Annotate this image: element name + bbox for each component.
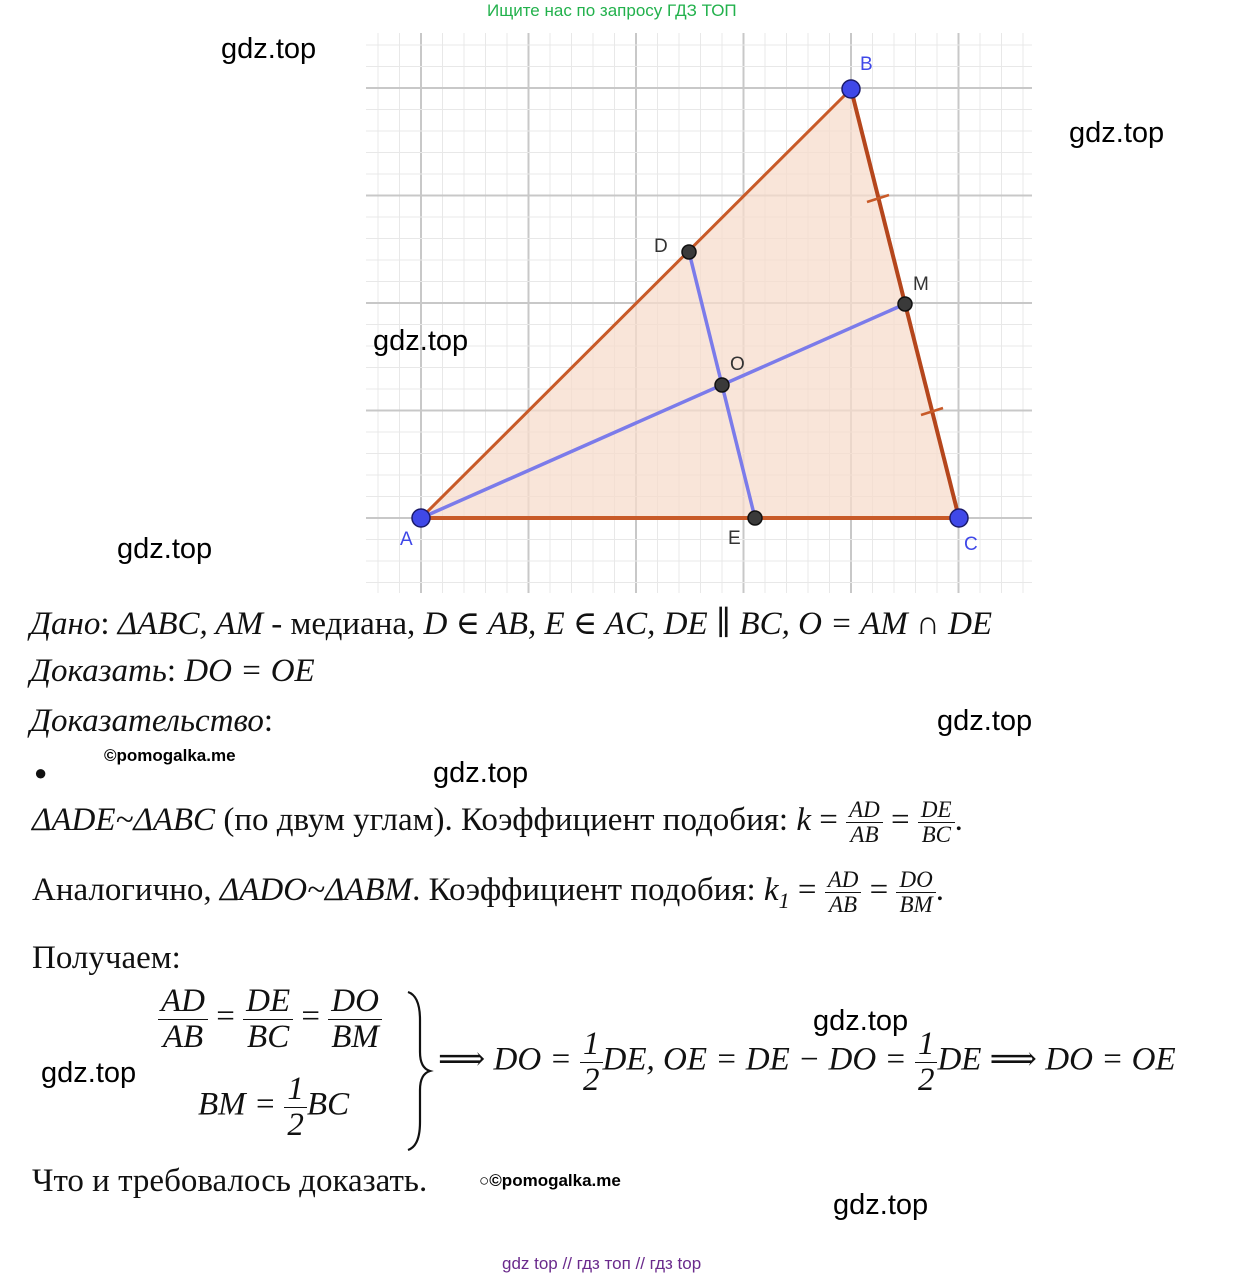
similarity-ade-abc: ΔADE~ΔABC (32, 802, 216, 839)
watermark-gdz-4: gdz.top (117, 533, 213, 565)
frac-de-bc-2: $\frac{DE}{BC}$ (243, 984, 293, 1054)
label-m: M (913, 274, 929, 295)
point-a (412, 509, 430, 527)
coef-k1-subscript: 1 (778, 887, 790, 913)
top-search-link[interactable]: Ищите нас по запросу ГДЗ ТОП (487, 1, 737, 20)
system-brace (404, 990, 434, 1152)
system-line-2 (198, 1072, 349, 1142)
frac-ad-ab-2: $\frac{AD}{AB}$ (825, 868, 862, 917)
point-e (748, 511, 762, 525)
point-d (682, 245, 696, 259)
frac-ad-ab-3: $\frac{AD}{AB}$ (158, 984, 208, 1054)
given-line: Дано: ΔABC, AM - медиана, D ∈ AB, E ∈ AC, DE ∥ BC, O = AM ∩ DE (30, 606, 993, 642)
conclusion-part-c: DE ⟹ DO = OE (937, 1041, 1176, 1078)
label-e: E (728, 528, 741, 549)
watermark-gdz-6: gdz.top (433, 757, 529, 789)
coef-k: k (796, 802, 811, 839)
label-c: C (964, 534, 978, 555)
coef-k1: k (763, 872, 779, 909)
proof-label: Доказательство (30, 703, 264, 739)
watermark-gdz-1: gdz.top (221, 33, 317, 65)
prove-label: Доказать (30, 653, 167, 689)
watermark-gdz-7: gdz.top (813, 1005, 909, 1037)
frac-one-half: $\frac{1}{2}$ (284, 1072, 307, 1142)
point-b (842, 80, 860, 98)
footer-links[interactable]: gdz top // гдз топ // гдз top (502, 1254, 702, 1273)
label-b: B (860, 54, 873, 75)
bullet: ● (34, 760, 48, 785)
conclusion-line (438, 1027, 1176, 1097)
equals-1: = (811, 802, 847, 839)
label-a: A (400, 529, 413, 550)
given-label: Дано (30, 606, 101, 642)
conclusion-part-b: DE, OE = DE − DO = (602, 1041, 915, 1078)
conclusion-part-a: ⟹ DO = (438, 1041, 580, 1078)
prove-statement: DO = OE (184, 653, 315, 689)
system-line-1: $\frac{AD}{AB}$ = $\frac{DE}{BC}$ = $\frac{DO}{BM}$ (158, 984, 382, 1054)
result-intro: Получаем: (32, 940, 181, 976)
analogous-text: Аналогично, (32, 872, 220, 909)
given-median-word: - медиана, (263, 606, 424, 642)
label-d: D (654, 236, 668, 257)
watermark-gdz-8: gdz.top (41, 1057, 137, 1089)
frac-one-half-3: $\frac{1}{2}$ (915, 1027, 938, 1097)
prove-line: Доказать: DO = OE (30, 653, 315, 689)
watermark-gdz-3: gdz.top (373, 325, 469, 357)
frac-one-half-2: $\frac{1}{2}$ (580, 1027, 603, 1097)
point-o (715, 378, 729, 392)
frac-do-bm: $\frac{DO}{BM}$ (896, 868, 935, 917)
proof-heading: Доказательство: (30, 703, 274, 739)
given-conditions: D ∈ AB, E ∈ AC, DE ∥ BC, O = AM ∩ DE (423, 606, 993, 642)
bc-term: BC (306, 1086, 350, 1123)
similarity-ado-abm: ΔADO~ΔABM (219, 872, 413, 909)
point-m (898, 297, 912, 311)
similarity-line-2: Аналогично, ΔADO~ΔABM. Коэффициент подобия: $k_1$ = $\frac{AD}{AB}$ = $\frac{DO}{BM}$ . (32, 867, 944, 918)
bm-equals: BM = (198, 1086, 285, 1123)
frac-do-bm-2: $\frac{DO}{BM}$ (328, 984, 382, 1054)
label-o: O (730, 354, 745, 375)
frac-de-bc: $\frac{DE}{BC}$ (918, 798, 955, 847)
watermark-gdz-5: gdz.top (937, 705, 1033, 737)
geometry-figure (366, 33, 1032, 593)
similarity-1-text: (по двум углам). Коэффициент подобия: (215, 802, 797, 839)
watermark-gdz-2: gdz.top (1069, 117, 1165, 149)
watermark-pomogalka-1: ©pomogalka.me (104, 746, 236, 765)
similarity-line-1: ΔADE~ΔABC (по двум углам). Коэффициент подобия: k = $\frac{AD}{AB}$ = $\frac{DE}{BC}$ . (32, 797, 963, 848)
frac-ad-ab: $\frac{AD}{AB}$ (846, 798, 883, 847)
qed-line: Что и требовалось доказать. (32, 1163, 428, 1199)
similarity-2-text: . Коэффициент подобия: (412, 872, 764, 909)
given-triangle: ΔABC, AM (117, 606, 264, 642)
watermark-gdz-9: gdz.top (833, 1189, 929, 1221)
point-c (950, 509, 968, 527)
watermark-pomogalka-2: ○©pomogalka.me (479, 1171, 621, 1190)
